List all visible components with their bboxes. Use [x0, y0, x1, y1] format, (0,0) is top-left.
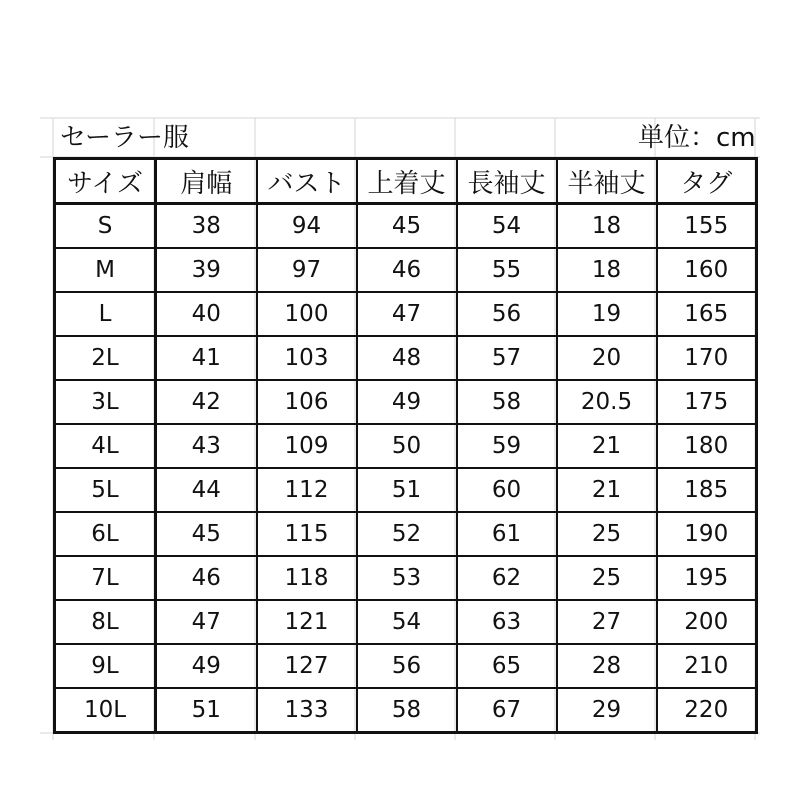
- cell-tag: 210: [657, 644, 757, 688]
- cell-jacket-length: 53: [357, 556, 457, 600]
- cell-long-sleeve-length: 57: [457, 336, 557, 380]
- table-row: [55, 556, 757, 600]
- table-body: [55, 204, 757, 733]
- header-short-sleeve-length: 半袖丈: [557, 159, 657, 204]
- cell-shoulder-width: 39: [156, 248, 257, 292]
- cell-bust: 103: [257, 336, 357, 380]
- cell-jacket-length: 58: [357, 688, 457, 733]
- cell-bust: 109: [257, 424, 357, 468]
- table-row: [55, 380, 757, 424]
- cell-short-sleeve-length: 25: [557, 512, 657, 556]
- cell-size: 4L: [55, 424, 156, 468]
- cell-jacket-length: 46: [357, 248, 457, 292]
- cell-bust: 106: [257, 380, 357, 424]
- cell-long-sleeve-length: 65: [457, 644, 557, 688]
- cell-shoulder-width: 43: [156, 424, 257, 468]
- cell-tag: 200: [657, 600, 757, 644]
- cell-short-sleeve-length: 21: [557, 424, 657, 468]
- cell-shoulder-width: 47: [156, 600, 257, 644]
- cell-size: 5L: [55, 468, 156, 512]
- table-row: [55, 248, 757, 292]
- header-shoulder-width: 肩幅: [156, 159, 257, 204]
- cell-jacket-length: 52: [357, 512, 457, 556]
- cell-bust: 94: [257, 204, 357, 249]
- cell-bust: 121: [257, 600, 357, 644]
- cell-long-sleeve-length: 60: [457, 468, 557, 512]
- cell-long-sleeve-length: 56: [457, 292, 557, 336]
- cell-bust: 118: [257, 556, 357, 600]
- sheet-title: セーラー服: [60, 123, 189, 153]
- cell-bust: 97: [257, 248, 357, 292]
- cell-tag: 195: [657, 556, 757, 600]
- cell-long-sleeve-length: 58: [457, 380, 557, 424]
- cell-shoulder-width: 40: [156, 292, 257, 336]
- table-row: [55, 644, 757, 688]
- cell-bust: 112: [257, 468, 357, 512]
- cell-size: 8L: [55, 600, 156, 644]
- cell-tag: 155: [657, 204, 757, 249]
- cell-long-sleeve-length: 63: [457, 600, 557, 644]
- header-row: [55, 159, 757, 204]
- cell-long-sleeve-length: 61: [457, 512, 557, 556]
- cell-shoulder-width: 44: [156, 468, 257, 512]
- cell-long-sleeve-length: 67: [457, 688, 557, 733]
- cell-jacket-length: 49: [357, 380, 457, 424]
- cell-short-sleeve-length: 18: [557, 248, 657, 292]
- cell-size: S: [55, 204, 156, 249]
- header-tag: タグ: [657, 159, 757, 204]
- cell-bust: 115: [257, 512, 357, 556]
- cell-size: 3L: [55, 380, 156, 424]
- cell-jacket-length: 51: [357, 468, 457, 512]
- unit-label: 単位：cm: [638, 123, 756, 153]
- cell-bust: 127: [257, 644, 357, 688]
- cell-jacket-length: 56: [357, 644, 457, 688]
- cell-jacket-length: 50: [357, 424, 457, 468]
- cell-shoulder-width: 45: [156, 512, 257, 556]
- cell-tag: 190: [657, 512, 757, 556]
- cell-shoulder-width: 49: [156, 644, 257, 688]
- table-row: [55, 600, 757, 644]
- cell-jacket-length: 48: [357, 336, 457, 380]
- size-table: [53, 157, 758, 734]
- header-jacket-length: 上着丈: [357, 159, 457, 204]
- cell-long-sleeve-length: 54: [457, 204, 557, 249]
- cell-jacket-length: 47: [357, 292, 457, 336]
- cell-tag: 185: [657, 468, 757, 512]
- cell-tag: 160: [657, 248, 757, 292]
- cell-short-sleeve-length: 25: [557, 556, 657, 600]
- cell-tag: 175: [657, 380, 757, 424]
- cell-short-sleeve-length: 27: [557, 600, 657, 644]
- cell-size: 2L: [55, 336, 156, 380]
- cell-shoulder-width: 42: [156, 380, 257, 424]
- cell-short-sleeve-length: 20.5: [557, 380, 657, 424]
- cell-long-sleeve-length: 59: [457, 424, 557, 468]
- cell-long-sleeve-length: 62: [457, 556, 557, 600]
- cell-size: 9L: [55, 644, 156, 688]
- cell-short-sleeve-length: 28: [557, 644, 657, 688]
- cell-tag: 180: [657, 424, 757, 468]
- cell-size: M: [55, 248, 156, 292]
- table-row: [55, 424, 757, 468]
- cell-size: 6L: [55, 512, 156, 556]
- table-row: [55, 688, 757, 733]
- cell-size: 10L: [55, 688, 156, 733]
- cell-shoulder-width: 46: [156, 556, 257, 600]
- header-size: サイズ: [55, 159, 156, 204]
- cell-jacket-length: 45: [357, 204, 457, 249]
- table-row: [55, 512, 757, 556]
- table-row: [55, 468, 757, 512]
- cell-shoulder-width: 38: [156, 204, 257, 249]
- cell-bust: 133: [257, 688, 357, 733]
- header-long-sleeve-length: 長袖丈: [457, 159, 557, 204]
- cell-jacket-length: 54: [357, 600, 457, 644]
- cell-shoulder-width: 51: [156, 688, 257, 733]
- cell-tag: 170: [657, 336, 757, 380]
- cell-long-sleeve-length: 55: [457, 248, 557, 292]
- cell-short-sleeve-length: 19: [557, 292, 657, 336]
- cell-shoulder-width: 41: [156, 336, 257, 380]
- table-row: [55, 292, 757, 336]
- cell-size: L: [55, 292, 156, 336]
- cell-size: 7L: [55, 556, 156, 600]
- cell-short-sleeve-length: 21: [557, 468, 657, 512]
- cell-short-sleeve-length: 18: [557, 204, 657, 249]
- header-bust: バスト: [257, 159, 357, 204]
- table-row: [55, 204, 757, 249]
- cell-tag: 165: [657, 292, 757, 336]
- cell-bust: 100: [257, 292, 357, 336]
- cell-short-sleeve-length: 29: [557, 688, 657, 733]
- cell-short-sleeve-length: 20: [557, 336, 657, 380]
- table-row: [55, 336, 757, 380]
- cell-tag: 220: [657, 688, 757, 733]
